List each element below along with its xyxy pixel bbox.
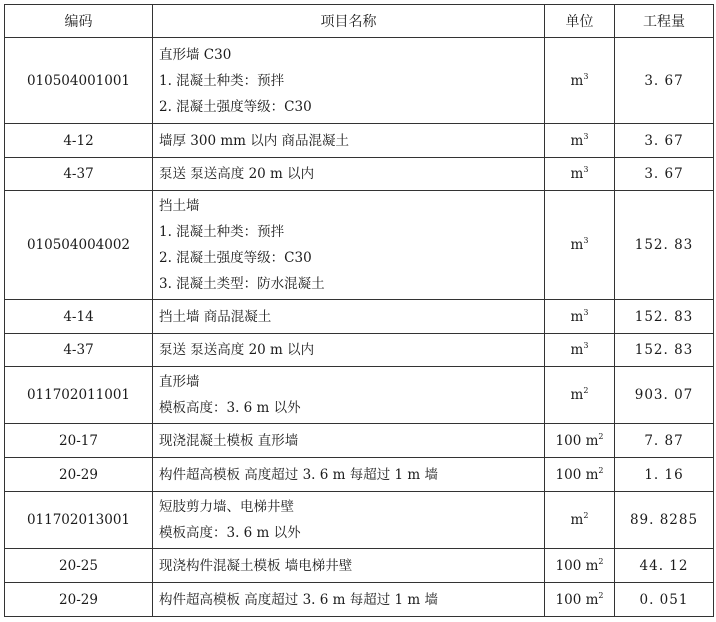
cell-item-name	[153, 300, 545, 334]
cell-quantity: 903. 07	[615, 367, 714, 424]
unit-exponent: 2	[598, 431, 604, 441]
cell-unit	[545, 583, 615, 617]
item-name-line: 泵送 泵送高度 20 m 以内	[159, 166, 315, 182]
unit-text: 100 m	[555, 466, 599, 483]
cell-quantity: 3. 67	[615, 38, 714, 124]
item-name-line: 挡土墙 商品混凝土	[159, 308, 272, 325]
cell-code: 011702011001	[5, 367, 153, 424]
table-row	[5, 583, 714, 617]
cell-unit	[545, 38, 615, 124]
unit-text: m	[570, 72, 584, 89]
unit-exponent: 2	[598, 556, 604, 566]
unit-exponent: 3	[583, 71, 589, 81]
header-code: 编码	[5, 5, 153, 38]
cell-item-name	[153, 583, 545, 617]
cell-code: 010504004002	[5, 191, 153, 300]
item-name-line: 构件超高模板 高度超过 3. 6 m 每超过 1 m 墙	[159, 466, 438, 483]
cell-quantity: 152. 83	[615, 191, 714, 300]
cell-item-name	[153, 38, 545, 124]
cell-quantity: 0. 051	[615, 583, 714, 617]
cell-code: 20-29	[5, 458, 153, 492]
cell-unit	[545, 549, 615, 583]
header-item-name: 项目名称	[153, 5, 545, 38]
item-name-line: 短肢剪力墙、电梯井壁	[159, 499, 294, 515]
item-name-line: 直形墙 C30	[159, 46, 232, 63]
table-row	[5, 458, 714, 492]
cell-code: 4-37	[5, 158, 153, 191]
table-row	[5, 38, 714, 124]
cell-code: 011702013001	[5, 492, 153, 549]
cell-quantity: 1. 16	[615, 458, 714, 492]
cell-item-name	[153, 158, 545, 191]
unit-exponent: 2	[583, 511, 589, 520]
cell-code: 010504001001	[5, 38, 153, 124]
cell-item-name	[153, 367, 545, 424]
unit-exponent: 3	[583, 341, 589, 350]
cell-item-name	[153, 124, 545, 158]
cell-item-name	[153, 492, 545, 549]
cell-quantity: 3. 67	[615, 158, 714, 191]
cell-unit	[545, 458, 615, 492]
cell-code: 20-25	[5, 549, 153, 583]
unit-exponent: 3	[583, 165, 589, 174]
table-row	[5, 191, 714, 300]
cell-code: 4-12	[5, 124, 153, 158]
cell-unit	[545, 424, 615, 458]
item-name-line: 构件超高模板 高度超过 3. 6 m 每超过 1 m 墙	[159, 591, 438, 608]
cell-item-name	[153, 549, 545, 583]
unit-exponent: 3	[583, 236, 589, 245]
unit-text: m	[570, 342, 584, 358]
cell-unit	[545, 158, 615, 191]
item-name-line: 现浇构件混凝土模板 墙电梯井壁	[159, 557, 353, 574]
table-row	[5, 334, 714, 367]
cell-code: 20-29	[5, 583, 153, 617]
item-name-line: 直形墙	[159, 374, 200, 390]
unit-text: m	[570, 387, 584, 403]
unit-text: m	[570, 132, 584, 149]
unit-exponent: 2	[598, 465, 604, 475]
cell-item-name	[153, 334, 545, 367]
item-name-line: 1. 混凝土种类：预拌	[159, 224, 285, 240]
unit-text: 100 m	[555, 591, 599, 608]
item-name-line: 1. 混凝土种类：预拌	[159, 72, 285, 89]
table-row	[5, 124, 714, 158]
item-name-line: 墙厚 300 mm 以内 商品混凝土	[159, 132, 350, 149]
unit-text: m	[570, 237, 584, 253]
unit-text: m	[570, 512, 584, 528]
cell-unit	[545, 334, 615, 367]
unit-exponent: 2	[583, 386, 589, 395]
item-name-line: 现浇混凝土模板 直形墙	[159, 432, 299, 449]
table-row	[5, 158, 714, 191]
cell-unit	[545, 492, 615, 549]
cell-unit	[545, 124, 615, 158]
item-name-line: 模板高度：3. 6 m 以外	[159, 525, 301, 541]
table-row	[5, 300, 714, 334]
cell-unit	[545, 191, 615, 300]
cell-quantity: 152. 83	[615, 334, 714, 367]
item-name-line: 泵送 泵送高度 20 m 以内	[159, 342, 315, 358]
cell-code: 4-37	[5, 334, 153, 367]
table-row	[5, 367, 714, 424]
cell-code: 4-14	[5, 300, 153, 334]
unit-text: m	[570, 308, 584, 325]
cell-item-name	[153, 191, 545, 300]
cell-unit	[545, 300, 615, 334]
item-name-line: 模板高度：3. 6 m 以外	[159, 400, 301, 416]
item-name-line: 3. 混凝土类型：防水混凝土	[159, 276, 325, 292]
cell-quantity: 89. 8285	[615, 492, 714, 549]
unit-text: 100 m	[555, 432, 599, 449]
header-unit: 单位	[545, 5, 615, 38]
item-name-line: 2. 混凝土强度等级：C30	[159, 250, 312, 266]
table-row	[5, 549, 714, 583]
unit-exponent: 3	[583, 307, 589, 317]
unit-text: 100 m	[555, 557, 599, 574]
header-quantity: 工程量	[615, 5, 714, 38]
cell-quantity: 44. 12	[615, 549, 714, 583]
item-name-line: 2. 混凝土强度等级：C30	[159, 98, 312, 115]
cell-unit	[545, 367, 615, 424]
quantity-table	[4, 4, 714, 617]
cell-code: 20-17	[5, 424, 153, 458]
cell-quantity: 152. 83	[615, 300, 714, 334]
item-name-line: 挡土墙	[159, 198, 200, 214]
cell-item-name	[153, 424, 545, 458]
cell-item-name	[153, 458, 545, 492]
cell-quantity: 3. 67	[615, 124, 714, 158]
table-row	[5, 492, 714, 549]
unit-exponent: 3	[583, 131, 589, 141]
cell-quantity: 7. 87	[615, 424, 714, 458]
unit-exponent: 2	[598, 590, 604, 600]
unit-text: m	[570, 166, 584, 182]
table-header-row	[5, 5, 714, 38]
table-row	[5, 424, 714, 458]
